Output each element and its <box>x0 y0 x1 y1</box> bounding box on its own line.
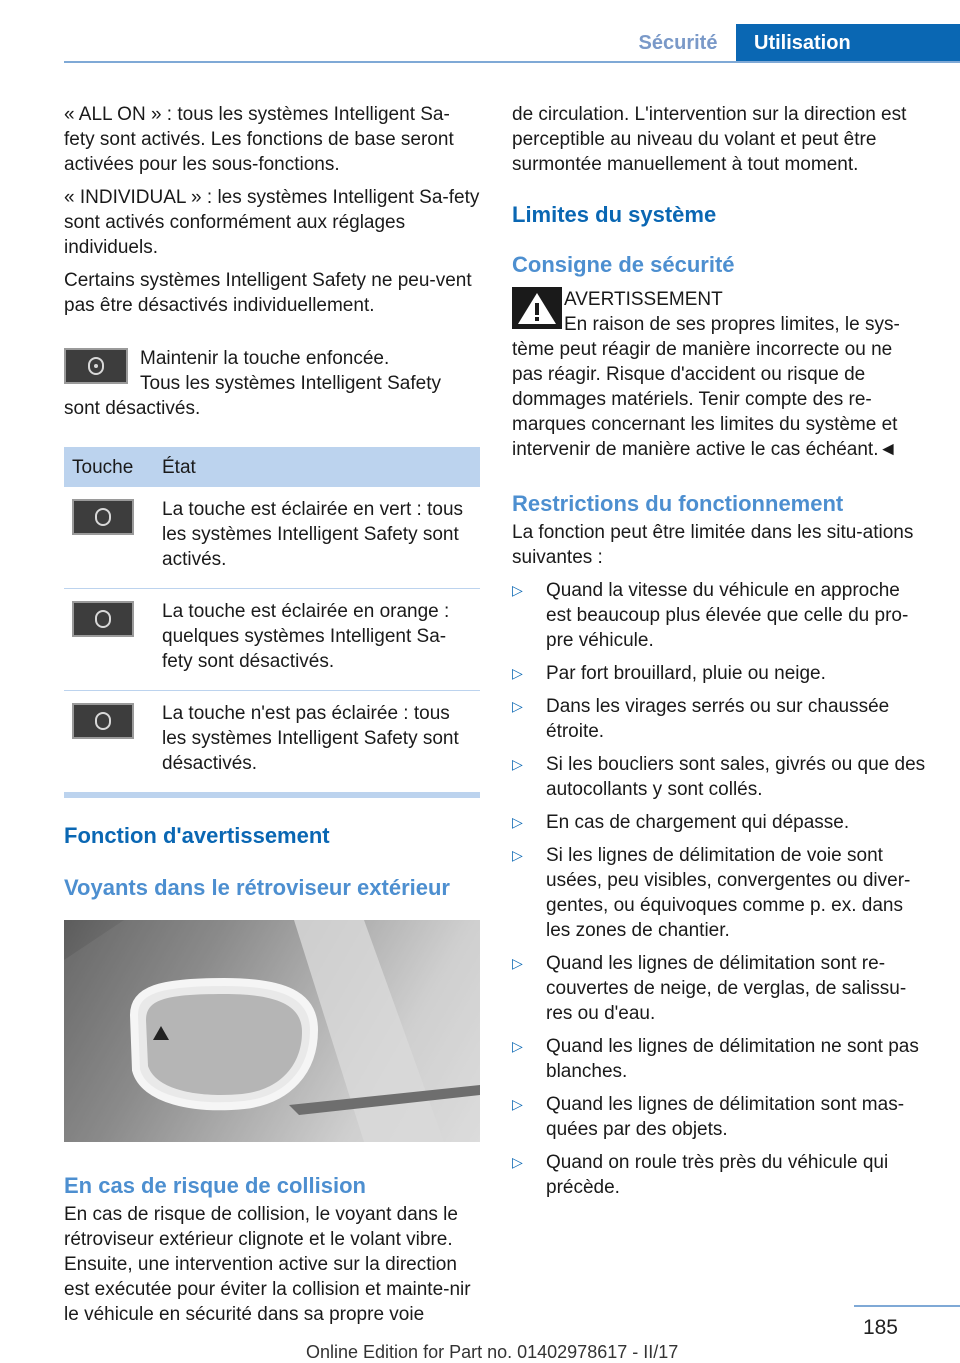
list-item-text: Quand les lignes de délimitation ne sont pas blanches. <box>546 1036 919 1082</box>
warning-line1: En raison de ses propres limites, le sys- <box>564 314 900 335</box>
page-header <box>0 0 960 62</box>
paragraph-restrictions: La fonction peut être limitée dans les situ-ations suivantes : <box>512 522 914 568</box>
list-item-text: Quand la vitesse du véhicule en approche est beaucoup plus élevée que celle du pro-pre véhicule. <box>546 580 909 651</box>
side-mirror-illustration <box>64 920 480 1142</box>
heading-safety-note: Consigne de sécurité <box>512 252 735 277</box>
safety-button-icon <box>64 348 128 384</box>
list-item <box>512 752 928 802</box>
list-item-text: En cas de chargement qui dépasse. <box>546 812 850 833</box>
list-item-text: Quand on roule très près du véhicule qui précède. <box>546 1152 889 1198</box>
restrictions-list <box>512 578 928 1200</box>
list-item-text: Quand les lignes de délimitation sont mas-quées par des objets. <box>546 1094 905 1140</box>
table-header-key: Touche <box>64 447 154 487</box>
side-mirror-image <box>64 920 480 1142</box>
warning-triangle-icon <box>512 287 562 329</box>
safety-button-off-icon <box>72 703 134 739</box>
bullet-triangle-icon: ▷ <box>512 1154 523 1170</box>
heading-restrictions: Restrictions du fonctionnement <box>512 491 844 516</box>
list-item <box>512 1150 928 1200</box>
key-instruction-line1: Maintenir la touche enfoncée. <box>140 348 390 369</box>
bullet-triangle-icon: ▷ <box>512 1096 523 1112</box>
header-rule <box>64 61 960 63</box>
warning-box <box>512 287 928 462</box>
warning-text: tème peut réagir de manière incorrecte ou ne pas réagir. Risque d'accident ou risque de dommages matériels. Tenir compte des re-marques concernant les limites du système et intervenir de manière active le cas échéant.◄ <box>512 339 898 460</box>
table-cell-state: La touche est éclairée en vert : tous les systèmes Intelligent Safety sont activés. <box>154 487 480 589</box>
list-item-text: Si les boucliers sont sales, givrés ou que des autocollants y sont collés. <box>546 754 926 800</box>
safety-button-green-icon <box>72 499 134 535</box>
list-item <box>512 694 928 744</box>
bullet-triangle-icon: ▷ <box>512 814 523 830</box>
table-row <box>64 589 480 691</box>
footer-rule <box>854 1305 960 1307</box>
list-item <box>512 578 928 653</box>
table-row <box>64 691 480 796</box>
heading-mirror-lights: Voyants dans le rétroviseur extérieur <box>64 875 450 900</box>
section-tab[interactable]: Sécurité <box>638 32 718 54</box>
table-cell-state: La touche n'est pas éclairée : tous les systèmes Intelligent Safety sont désactivés. <box>154 691 480 796</box>
bullet-triangle-icon: ▷ <box>512 847 523 863</box>
left-column <box>64 102 480 1335</box>
list-item <box>512 661 928 686</box>
key-instruction <box>64 346 480 421</box>
list-item <box>512 1034 928 1084</box>
paragraph-individual: « INDIVIDUAL » : les systèmes Intelligent Sa-fety sont activés conformément aux réglages individuels. <box>64 187 480 258</box>
edition-footer: Online Edition for Part no. 01402978617 - II/17 <box>306 1342 679 1362</box>
heading-warning-function: Fonction d'avertissement <box>64 823 330 848</box>
paragraph-continuation: de circulation. L'intervention sur la direction est perceptible au niveau du volant et peut être surmontée manuellement à tout moment. <box>512 104 907 175</box>
list-item-text: Dans les virages serrés ou sur chaussée étroite. <box>546 696 890 742</box>
bullet-triangle-icon: ▷ <box>512 665 523 681</box>
table-row <box>64 487 480 589</box>
table-header-state: État <box>154 447 480 487</box>
warning-title: AVERTISSEMENT <box>564 289 723 310</box>
list-item <box>512 951 928 1026</box>
paragraph-all-on: « ALL ON » : tous les systèmes Intelligent Sa-fety sont activés. Les fonctions de base seront activées pour les sous-fonctions. <box>64 104 454 175</box>
heading-collision: En cas de risque de collision <box>64 1173 366 1198</box>
key-instruction-line3: sont désactivés. <box>64 398 201 419</box>
table-cell-state: La touche est éclairée en orange : quelques systèmes Intelligent Sa-fety sont désactivés. <box>154 589 480 691</box>
list-item-text: Si les lignes de délimitation de voie sont usées, peu visibles, convergentes ou diver-gentes, ou équivoques comme p. ex. dans les zones de chantier. <box>546 845 911 941</box>
bullet-triangle-icon: ▷ <box>512 582 523 598</box>
list-item-text: Quand les lignes de délimitation sont re-couvertes de neige, de verglas, de salissu-res ou d'eau. <box>546 953 907 1024</box>
chapter-tab[interactable]: Utilisation <box>736 24 960 62</box>
bullet-triangle-icon: ▷ <box>512 1038 523 1054</box>
list-item <box>512 843 928 943</box>
paragraph-not-deactivatable: Certains systèmes Intelligent Safety ne peu-vent pas être désactivés individuellement. <box>64 270 472 316</box>
list-item <box>512 1092 928 1142</box>
right-column <box>512 102 928 1208</box>
key-instruction-line2: Tous les systèmes Intelligent Safety <box>140 373 441 394</box>
list-item-text: Par fort brouillard, pluie ou neige. <box>546 663 826 684</box>
safety-button-orange-icon <box>72 601 134 637</box>
heading-system-limits: Limites du système <box>512 202 717 227</box>
bullet-triangle-icon: ▷ <box>512 955 523 971</box>
key-status-table <box>64 447 480 798</box>
bullet-triangle-icon: ▷ <box>512 698 523 714</box>
bullet-triangle-icon: ▷ <box>512 756 523 772</box>
list-item <box>512 810 928 835</box>
paragraph-collision: En cas de risque de collision, le voyant dans le rétroviseur extérieur clignote et le volant vibre. Ensuite, une intervention active sur la direction est exécutée pour éviter la collision et mainte-nir le véhicule en sécurité dans sa propre voie <box>64 1204 471 1325</box>
page-number: 185 <box>862 1316 898 1339</box>
